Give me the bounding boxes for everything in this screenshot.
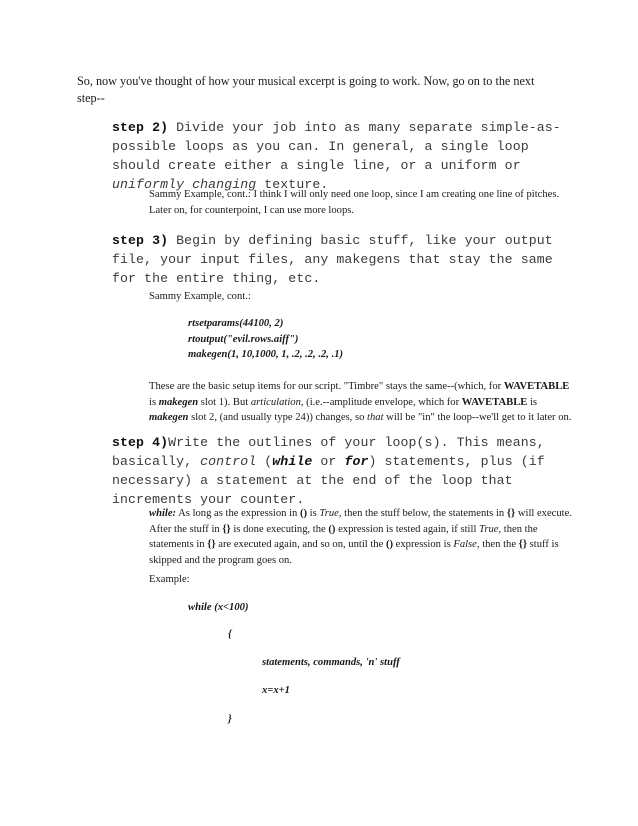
step-2-text-a: Divide your job into as many separate simple-as-possible loops as you can. In general, a single loop should create either a single line, or a uniform or: [112, 120, 561, 173]
step-2-paragraph: [112, 118, 582, 194]
intro-paragraph: [77, 73, 577, 107]
step-3-paragraph: [112, 231, 582, 288]
step-2-note: Sammy Example, cont.: I think I will only need one loop, since I am creating one line of pitches. Later on, for counterpoint, I can use more loops.: [149, 189, 560, 216]
step-4-paragraph: step 4)Write the outlines of your loop(s). This means, basically, control (while or for) statements, plus (if necessary) a statement at the end of the loop that increments your counter.: [112, 435, 545, 507]
code-line-rtoutput: rtoutput("evil.rows.aiff"): [188, 333, 299, 345]
step-2-label: step 2): [112, 120, 169, 135]
setup-code-block: [188, 316, 343, 363]
while-code-line: while (x<100): [188, 602, 249, 613]
step-3-label: step 3): [112, 233, 169, 248]
makegen-term: makegen: [158, 396, 199, 408]
open-brace: {: [228, 629, 232, 640]
code-line-makegen: makegen(1, 10,1000, 1, .2, .2, .2, .1): [188, 349, 344, 360]
step-4-label: step 4): [112, 435, 169, 450]
wavetable-term: WAVETABLE: [503, 381, 570, 392]
articulation-term: articulation: [250, 396, 301, 408]
while-explanation: while: As long as the expression in () is True, then the stuff below, the statements in {} will execute. After the stuff in {} is done executing, the () expression is tested again, if still True, then the statements in {} are executed again, and so on, until the () expression is False, then the {} stuff is skipped and the program goes on.: [149, 508, 572, 566]
increment-line: x=x+1: [262, 685, 290, 696]
intro-line-1: So, now you've thought of how your musical excerpt is going to work. Now, go on to the next: [77, 74, 535, 88]
step-2-text-italic: uniformly changing: [112, 177, 257, 192]
while-keyword: while: [272, 454, 313, 469]
step-4-text-a: Write the outlines of your loop(s). This means, basically,: [112, 435, 545, 469]
step-3-note: Sammy Example, cont.:: [149, 291, 251, 302]
that-emphasis: that: [367, 412, 384, 423]
close-brace: }: [228, 714, 232, 725]
control-term: control: [200, 454, 257, 469]
makegen-term: makegen: [149, 412, 189, 423]
for-keyword: for: [344, 454, 369, 469]
intro-line-2: step--: [77, 91, 105, 105]
example-label: Example:: [149, 574, 190, 585]
while-label: while:: [149, 508, 177, 519]
step-2-text-b: texture.: [256, 177, 329, 192]
step-3-text: Begin by defining basic stuff, like your output file, your input files, any makegens that stay the same for the entire thing, etc.: [112, 233, 553, 286]
wavetable-term: WAVETABLE: [461, 396, 528, 408]
code-line-rtsetparams: rtsetparams(44100, 2): [188, 318, 284, 329]
setup-explanation: These are the basic setup items for our script. "Timbre" stays the same--(which, for WAVETABLE is makegen slot 1). But articulation, (i.e.--amplitude envelope, which for WAVETABLE is makegen slot 2, (and usually type 24)) changes, so that will be "in" the loop--we'll get to it later on.: [149, 381, 572, 423]
statements-line: statements, commands, 'n' stuff: [262, 657, 400, 668]
